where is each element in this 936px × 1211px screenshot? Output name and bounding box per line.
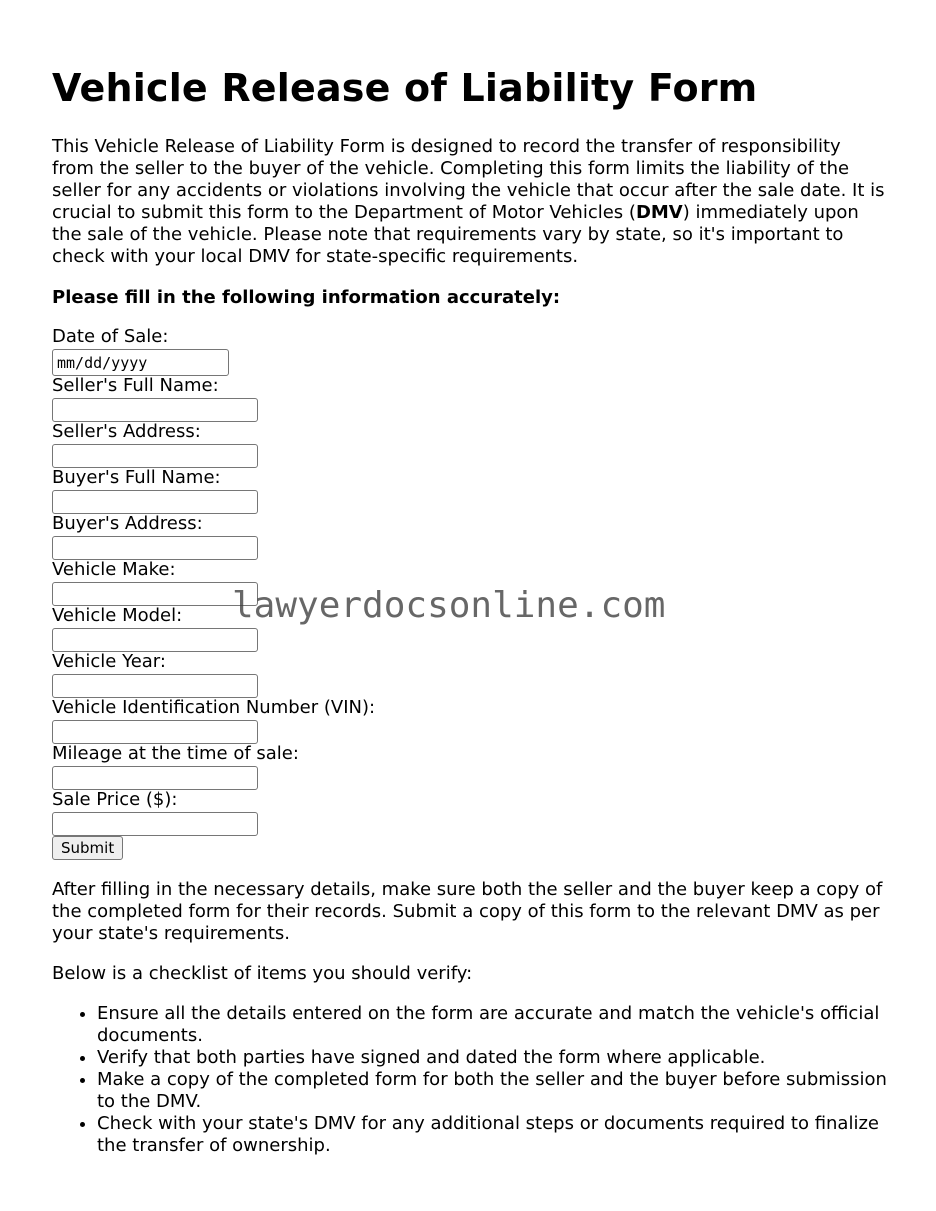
sale-price-input[interactable]: [52, 812, 258, 836]
release-form: [52, 326, 888, 860]
field-vehicle-model: [52, 605, 888, 651]
page-title: Vehicle Release of Liability Form: [52, 66, 758, 110]
field-buyer-name: [52, 467, 888, 513]
vehicle-make-input[interactable]: [52, 582, 258, 606]
checklist-item: • Check with your state's DMV for any additional steps or documents required to finalize the transfer of ownership.: [97, 1113, 888, 1157]
vehicle-year-input[interactable]: [52, 674, 258, 698]
submit-button[interactable]: Submit: [52, 836, 123, 860]
seller-name-label: Seller's Full Name:: [52, 375, 219, 396]
vehicle-model-input[interactable]: [52, 628, 258, 652]
seller-name-input[interactable]: [52, 398, 258, 422]
date-of-sale-input[interactable]: mm/dd/yyyy: [52, 349, 229, 376]
mileage-label: Mileage at the time of sale:: [52, 743, 299, 764]
buyer-address-input[interactable]: [52, 536, 258, 560]
field-seller-name: [52, 375, 888, 421]
vin-label: Vehicle Identification Number (VIN):: [52, 697, 376, 718]
intro-paragraph: [52, 136, 888, 268]
buyer-name-input[interactable]: [52, 490, 258, 514]
checklist-item: • Ensure all the details entered on the form are accurate and match the vehicle's official documents.: [97, 1003, 888, 1047]
checklist-item: • Make a copy of the completed form for both the seller and the buyer before submission to the DMV.: [97, 1069, 888, 1113]
intro-dmv-bold: DMV: [635, 202, 683, 223]
vin-input[interactable]: [52, 720, 258, 744]
sale-price-label: Sale Price ($):: [52, 789, 178, 810]
field-vin: [52, 697, 888, 743]
buyer-address-label: Buyer's Address:: [52, 513, 203, 534]
intro-text-start: This Vehicle Release of Liability Form is designed to record the transfer of responsibility from the seller to the buyer of the vehicle. Completing this form limits the liability of the seller for any accidents or violations involving the vehicle that occur after the sale date. It is crucial to submit this form to the Department of Motor Vehicles (: [52, 136, 885, 223]
document-page: [52, 0, 888, 1157]
buyer-name-label: Buyer's Full Name:: [52, 467, 221, 488]
vehicle-model-label: Vehicle Model:: [52, 605, 183, 626]
field-vehicle-year: [52, 651, 888, 697]
field-sale-price: [52, 789, 888, 835]
watermark-text: lawyerdocsonline.com: [232, 585, 666, 626]
field-mileage: [52, 743, 888, 789]
mileage-input[interactable]: [52, 766, 258, 790]
instruction-heading: Please fill in the following information accurately:: [52, 287, 561, 308]
field-date-of-sale: [52, 326, 888, 375]
checklist: [52, 1003, 888, 1157]
after-form-paragraph: After filling in the necessary details, make sure both the seller and the buyer keep a copy of the completed form for their records. Submit a copy of this form to the relevant DMV as per your state's requirements.: [52, 879, 883, 944]
seller-address-label: Seller's Address:: [52, 421, 201, 442]
seller-address-input[interactable]: [52, 444, 258, 468]
field-vehicle-make: [52, 559, 888, 605]
field-seller-address: [52, 421, 888, 467]
checklist-item: • Verify that both parties have signed and dated the form where applicable.: [97, 1047, 888, 1069]
vehicle-year-label: Vehicle Year:: [52, 651, 166, 672]
field-buyer-address: [52, 513, 888, 559]
checklist-intro: Below is a checklist of items you should verify:: [52, 963, 473, 984]
date-of-sale-label: Date of Sale:: [52, 326, 169, 347]
intro-text-end: ) immediately upon the sale of the vehicle. Please note that requirements vary by state, so it's important to check with your local DMV for state-specific requirements.: [52, 202, 859, 267]
vehicle-make-label: Vehicle Make:: [52, 559, 176, 580]
